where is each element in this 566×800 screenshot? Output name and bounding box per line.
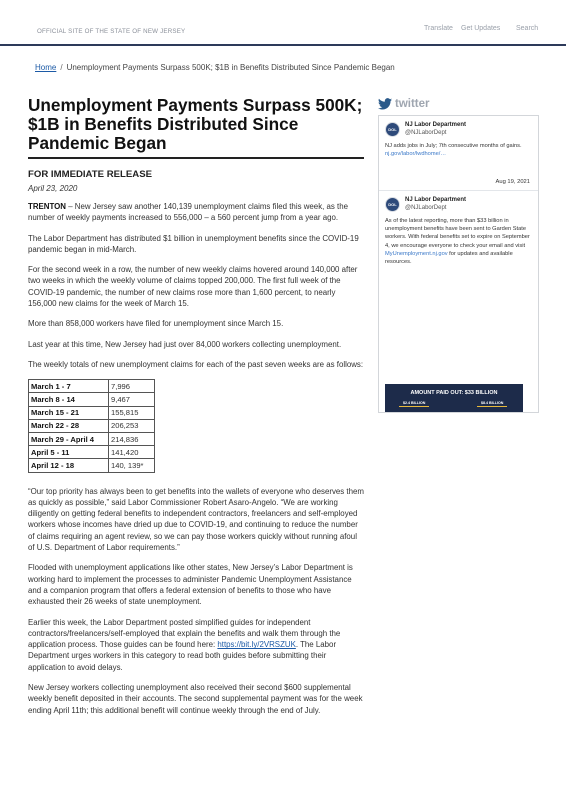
- official-site-label: OFFICIAL SITE OF THE STATE OF NEW JERSEY: [37, 28, 186, 35]
- tweet-media-image[interactable]: [385, 384, 523, 413]
- table-row: [29, 433, 155, 446]
- week-cell: April 12 - 18: [29, 459, 109, 472]
- breadcrumb: [35, 63, 395, 72]
- twitter-sidebar: [378, 96, 539, 405]
- week-cell: March 15 - 21: [29, 406, 109, 419]
- tweet-link[interactable]: nj.gov/labor/lwdhome/…: [385, 151, 447, 158]
- tweet-author-name[interactable]: NJ Labor Department: [405, 197, 467, 203]
- tweet-author-handle[interactable]: @NJLaborDept: [405, 129, 447, 136]
- promo-label-right: $8.4 BILLION: [481, 401, 504, 405]
- tweet[interactable]: [385, 122, 533, 158]
- guides-text-end: . The Labor Department urges workers in this category to read both guides before submitting their application to avoid delays.: [28, 640, 337, 672]
- table-row: [29, 459, 155, 472]
- week-cell: March 1 - 7: [29, 380, 109, 393]
- tweet-link[interactable]: MyUnemployment.nj.gov: [385, 250, 448, 257]
- article: [28, 96, 364, 716]
- search-link[interactable]: Search: [516, 25, 539, 32]
- promo-title: AMOUNT PAID OUT: $33 BILLION: [410, 390, 498, 396]
- week-cell: April 5 - 11: [29, 446, 109, 459]
- lead-paragraph: [28, 201, 364, 224]
- nj-labor-avatar[interactable]: DOL: [385, 122, 400, 137]
- promo-accent-line: [399, 406, 429, 407]
- paragraph: The weekly totals of new unemployment claims for each of the past seven weeks are as follows:: [28, 359, 364, 369]
- claims-cell: 9,467: [109, 393, 155, 406]
- lead-text: – New Jersey saw another 140,139 unemployment claims filed this week, as the number of weekly payments increased to 556,000 – a 560 percent jump from a year ago.: [28, 202, 349, 223]
- promo-accent-line: [477, 406, 507, 407]
- table-row: [29, 406, 155, 419]
- quote-paragraph: “Our top priority has always been to get benefits into the wallets of everyone who deserves them as quickly as possible,” said Labor Commissioner Robert Asaro-Angelo. “We are working diligently on getting federal benefits to independent contractors, freelancers and self-employed workers whose incomes have dried up due to COVID-19, and continuing to reduce the number of claims requiring an agent review, so we can pay those workers quickly without running afoul of U.S. Department of Labor requirements.”: [28, 486, 364, 553]
- site-header: [0, 0, 566, 46]
- tweet-divider: [379, 190, 539, 191]
- release-date: April 23, 2020: [28, 184, 78, 193]
- twitter-bird-icon: [378, 98, 392, 110]
- paragraph: Flooded with unemployment applications like other states, New Jersey’s Labor Department is working hard to implement the processes to administer Pandemic Unemployment Assistance and a companion program that offers a federal extension of benefits to those who have exhausted their 26 weeks of state unemployment.: [28, 563, 353, 607]
- paragraph: New Jersey workers collecting unemployment also received their second $600 supplemental weekly benefit deposited in their accounts. The second supplemental payment was for the week ending April 11th; this additional benefit will continue weekly through the end of July.: [28, 683, 363, 715]
- table-row: [29, 380, 155, 393]
- guides-paragraph: [28, 617, 364, 673]
- tweet-text: NJ adds jobs in July; 7th consecutive months of gains. nj.gov/labor/lwdhome/…: [385, 143, 522, 158]
- tweet[interactable]: [385, 197, 533, 266]
- paragraph: More than 858,000 workers have filed for unemployment since March 15.: [28, 319, 284, 329]
- paragraph: For the second week in a row, the number of new weekly claims hovered around 140,000 after two weeks in which the weekly volume of claims topped 200,000. The first full week of the COVID-19 pandemic, the number of new claims rose more than 1,600 percent, to nearly 156,000 new claims for the week of March 15.: [28, 265, 358, 309]
- table-row: [29, 419, 155, 432]
- promo-pie-graphic: [429, 408, 479, 413]
- release-label: FOR IMMEDIATE RELEASE: [28, 169, 153, 180]
- tweet-author-handle[interactable]: @NJLaborDept: [405, 204, 447, 211]
- nj-labor-avatar[interactable]: DOL: [385, 197, 400, 212]
- get-updates-link[interactable]: Get Updates: [461, 25, 501, 32]
- table-row: [29, 393, 155, 406]
- claims-cell: 7,996: [109, 380, 155, 393]
- week-cell: March 8 - 14: [29, 393, 109, 406]
- week-cell: March 29 - April 4: [29, 433, 109, 446]
- twitter-heading: [378, 96, 539, 112]
- twitter-feed[interactable]: [378, 115, 539, 413]
- guides-text: Earlier this week, the Labor Department posted simplified guides for independent contractors/freelancers/self-employed that explain the benefits and walk them through the application process. Those guides can be found here:: [28, 617, 341, 650]
- dateline: TRENTON: [28, 202, 66, 211]
- paragraph: The Labor Department has distributed $1 billion in unemployment benefits since the COVID-19 pandemic began in mid-March.: [28, 233, 359, 254]
- tweet-author-name[interactable]: NJ Labor Department: [405, 122, 467, 128]
- claims-cell: 206,253: [109, 419, 155, 432]
- week-cell: March 22 - 28: [29, 419, 109, 432]
- paragraph: Last year at this time, New Jersey had just over 84,000 workers collecting unemployment.: [28, 339, 342, 349]
- tweet-text: As of the latest reporting, more than $33 billion in unemployment benefits have been sent to Garden State workers. With federal benefits set to expire on September 4, we encourage everyone to check your email and visit MyUnemployment.nj.gov for updates and available resources.: [385, 218, 530, 266]
- table-row: [29, 446, 155, 459]
- twitter-heading-text: twitter: [395, 98, 430, 110]
- guides-link[interactable]: https://bit.ly/2VRSZUK: [217, 640, 296, 650]
- claims-table: [28, 379, 155, 472]
- page-title: Unemployment Payments Surpass 500K; $1B in Benefits Distributed Since Pandemic Began: [28, 96, 364, 159]
- claims-cell: 155,815: [109, 406, 155, 419]
- tweet-date[interactable]: Aug 19, 2021: [495, 179, 530, 185]
- promo-label-left: $2.4 BILLION: [403, 401, 426, 405]
- breadcrumb-current: Unemployment Payments Surpass 500K; $1B in Benefits Distributed Since Pandemic Began: [66, 63, 395, 72]
- claims-cell: 214,836: [109, 433, 155, 446]
- claims-cell: 140, 139*: [109, 459, 155, 472]
- breadcrumb-separator: /: [60, 63, 63, 72]
- breadcrumb-home-link[interactable]: Home: [35, 63, 57, 72]
- translate-link[interactable]: Translate: [424, 25, 453, 32]
- claims-cell: 141,420: [109, 446, 155, 459]
